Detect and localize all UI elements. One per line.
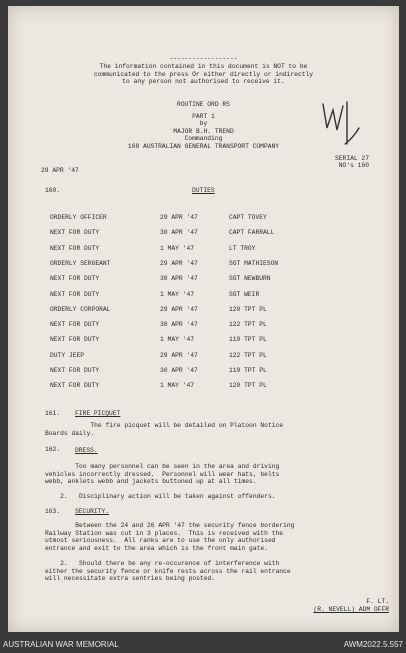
duty-role: NEXT FOR DUTY	[50, 244, 100, 252]
section-text: The fire picquet will be detailed on Platoon Notice Boards daily.	[45, 422, 284, 437]
duty-date: 30 APR '47	[160, 229, 198, 237]
order-title-block	[8, 101, 399, 151]
duty-row	[8, 321, 399, 331]
document-page	[8, 6, 399, 632]
duty-row	[8, 275, 399, 285]
notice-line: to any person not authorised to receive it.	[122, 78, 285, 86]
duty-person: 119 TPT PL	[229, 367, 267, 374]
duty-role: NEXT FOR DUTY	[50, 367, 100, 374]
signature-line: F. LT.	[366, 598, 389, 605]
section-heading: FIRE PICQUET	[75, 410, 121, 417]
duty-person: SGT NEWBURN	[229, 275, 271, 283]
duty-row	[8, 245, 399, 255]
duty-row	[8, 382, 399, 392]
signature-name: (R. NEVELL) ADM OFFR	[313, 606, 389, 613]
duty-role: ORDERLY SERGEANT	[50, 259, 111, 267]
duty-row	[8, 352, 399, 362]
duty-person: CAPT TOVEY	[229, 214, 267, 221]
title-line: by	[199, 120, 208, 128]
duty-date: 29 APR '47	[160, 305, 198, 313]
duty-row	[8, 291, 399, 301]
section-heading: SECURITY.	[75, 508, 110, 515]
duty-date: 29 APR '47	[160, 351, 198, 359]
duty-date: 30 APR '47	[160, 367, 198, 374]
duty-row	[8, 336, 399, 346]
section-heading: DUTIES	[192, 187, 215, 194]
serial-number	[335, 155, 369, 170]
duty-date: 1 MAY '47	[160, 290, 195, 298]
duty-date: 29 APR '47	[160, 259, 198, 267]
duty-person: 120 TPT PL	[229, 382, 267, 390]
duty-role: NEXT FOR DUTY	[50, 229, 100, 237]
duty-role: ORDERLY OFFICER	[50, 214, 107, 221]
duty-person: SGT MATHIESON	[229, 259, 279, 267]
duty-row	[8, 306, 399, 316]
duty-date: 1 MAY '47	[160, 382, 195, 390]
section-number: 161.	[45, 410, 61, 417]
order-date: 29 APR '47	[41, 167, 79, 174]
separator-line: ------------------	[169, 55, 238, 62]
duty-role: ORDERLY CORPORAL	[50, 305, 111, 313]
duty-role: NEXT FOR DUTY	[50, 275, 100, 283]
duty-date: 30 APR '47	[160, 275, 198, 283]
title-line: ROUTINE ORD RS	[177, 101, 230, 108]
footer-reference: AWM2022.5.557	[343, 640, 403, 649]
duty-row	[8, 214, 399, 224]
duty-role: NEXT FOR DUTY	[50, 382, 100, 390]
title-line: 168 AUSTRALIAN GENERAL TRANSPORT COMPANY	[127, 142, 280, 150]
notice-line: communicated to the press Or either directly or indirectly	[93, 70, 314, 78]
title-line: Commanding	[184, 135, 223, 143]
duty-date: 1 MAY '47	[160, 336, 195, 344]
signature-block	[313, 598, 389, 614]
duty-row	[8, 260, 399, 270]
duty-row	[8, 367, 399, 377]
duty-row	[8, 229, 399, 239]
duty-person: 122 TPT PL	[229, 351, 267, 359]
title-line: PART 1	[192, 112, 215, 120]
duty-person: 122 TPT PL	[229, 321, 267, 329]
section-heading: DRESS.	[75, 447, 98, 454]
duty-role: NEXT FOR DUTY	[50, 336, 100, 344]
confidentiality-notice	[8, 63, 399, 86]
duty-person: CAPT FARRALL	[229, 229, 275, 237]
duty-date: 1 MAY '47	[160, 244, 195, 252]
section-text: Too many personnel can be seen in the area and driving vehicles incorrectly dressed. Personnel will wear hats, belts webb, anklets webb and jackets buttoned up at all times. 2. Disciplinary action will be taken against offenders.	[45, 463, 280, 501]
section-number: 160.	[45, 187, 61, 194]
notice-line: The information contained in this document is NOT to be	[99, 63, 308, 70]
duty-person: 120 TPT PL	[229, 305, 267, 313]
footer-bar	[0, 636, 406, 653]
duty-role: NEXT FOR DUTY	[50, 290, 100, 298]
duty-person: LT TROY	[229, 244, 256, 252]
duty-person: SGT WEIR	[229, 290, 260, 298]
serial-line: SERIAL 27	[334, 155, 369, 162]
section-number: 163.	[45, 508, 61, 515]
serial-line: NO's 160	[338, 162, 369, 170]
section-text: Between the 24 and 26 APR '47 the security fence bordering Railway Station was cut in 3 places. This is received with the utmost seriousness. All ranks are to use the only authorised entrance and exit to the area which is the front main gate. 2. Should there be any re-occurence of interference with either the security fence or knife rests across the rail entrance will necessitate extra sentries being posted.	[45, 522, 295, 583]
footer-source: AUSTRALIAN WAR MEMORIAL	[3, 640, 119, 649]
duty-date: 29 APR '47	[160, 214, 198, 221]
title-line: MAJOR B.H. TREND	[173, 127, 234, 135]
section-number: 162.	[45, 446, 61, 453]
duty-date: 30 APR '47	[160, 321, 198, 329]
duty-role: DUTY JEEP	[50, 351, 85, 359]
duty-person: 119 TPT PL	[229, 336, 267, 344]
duty-role: NEXT FOR DUTY	[50, 321, 100, 329]
